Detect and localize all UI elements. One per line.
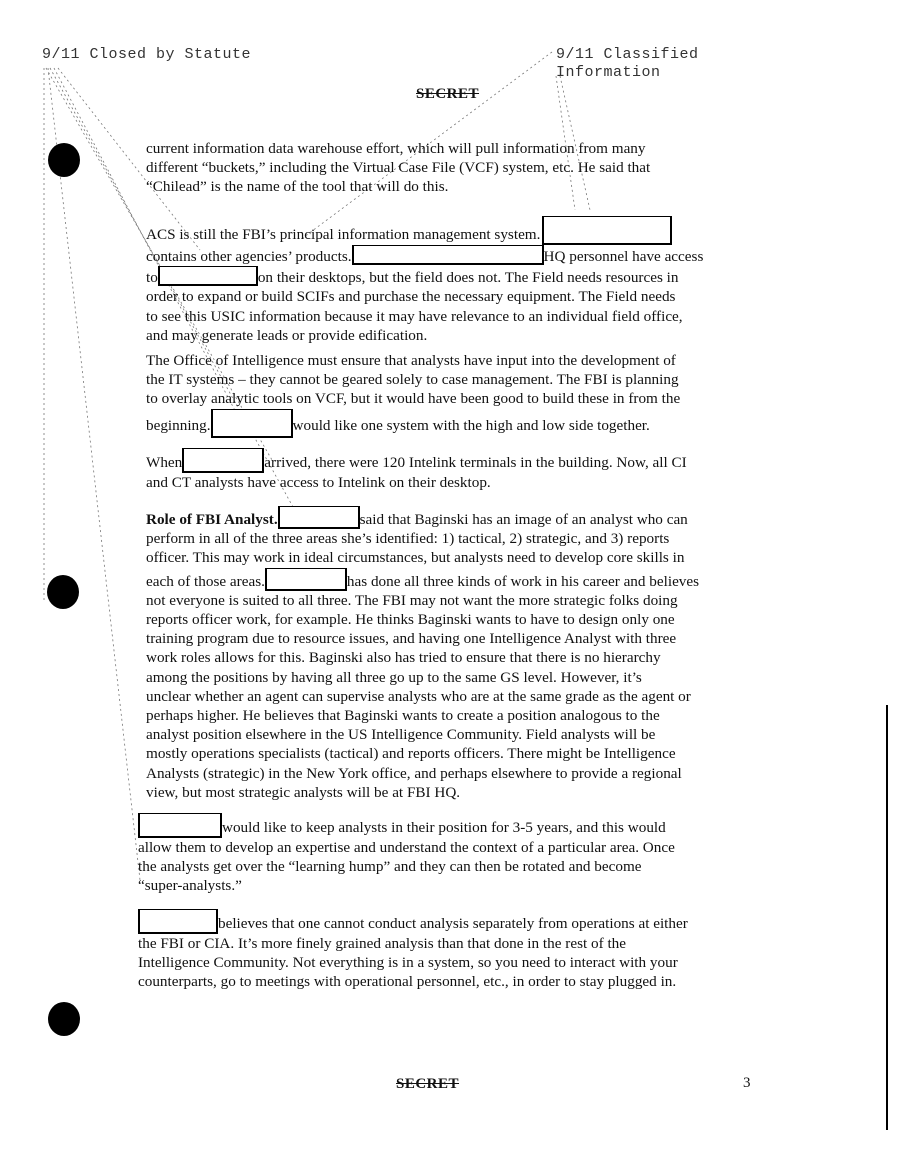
text-line xyxy=(146,409,758,438)
text-line: “super-analysts.” xyxy=(138,877,242,895)
text-run: contains other agencies’ products. xyxy=(146,248,352,265)
text-run: on their desktops, but the field does not. The Field needs resources in xyxy=(257,269,679,287)
text-line: the FBI or CIA. It’s more finely grained analysis than that done in the rest of the xyxy=(138,935,626,952)
paragraph-analysis-operations xyxy=(138,909,750,992)
text-line: perhaps higher. He believes that Baginski wants to create a position analogous to the xyxy=(146,707,660,725)
text-run: HQ personnel have access xyxy=(543,248,704,265)
text-line: the IT systems – they cannot be geared solely to case management. The FBI is planning xyxy=(146,371,679,389)
text-line: not everyone is suited to all three. The FBI may not want the more strategic folks doing xyxy=(146,591,678,609)
text-run: each of those areas. xyxy=(146,572,265,590)
text-line: and may generate leads or provide edification. xyxy=(146,326,428,344)
text-run: said that Baginski has an image of an analyst who can xyxy=(359,511,688,528)
text-line: unclear whether an agent can supervise analysts who are at the same grade as the agent or xyxy=(146,687,691,705)
right-margin-line xyxy=(886,705,888,1130)
text-line: reports officer work, for example. He thinks Baginski wants to have to design only one xyxy=(146,611,675,629)
text-run: has done all three kinds of work in his career and believes xyxy=(346,572,700,590)
paragraph-role-of-analyst xyxy=(146,506,758,802)
text-run: arrived, there were 120 Intelink terminals in the building. Now, all CI xyxy=(264,454,687,471)
text-line xyxy=(138,813,750,838)
text-line: to see this USIC information because it may have relevance to an individual field office, xyxy=(146,307,683,325)
text-line: to overlay analytic tools on VCF, but it would have been good to build these in from the xyxy=(146,390,681,408)
text-line: current information data warehouse effort, which will pull information from many xyxy=(146,140,646,157)
text-line: analyst position elsewhere in the US Intelligence Community. Field analysts will be xyxy=(146,726,656,744)
punch-hole-bottom xyxy=(48,1002,80,1036)
text-line: order to expand or build SCIFs and purchase the necessary equipment. The Field needs xyxy=(146,288,676,306)
text-line xyxy=(146,216,758,245)
text-line xyxy=(138,909,750,934)
redaction-box xyxy=(158,266,258,286)
text-run: beginning. xyxy=(146,416,211,434)
text-line: work roles allows for this. Baginski also has tried to ensure that there is no hierarchy xyxy=(146,649,661,667)
text-line: perform in all of the three areas she’s identified: 1) tactical, 2) strategic, and 3) reports xyxy=(146,530,670,548)
classified-stamp-line2: Information xyxy=(556,64,661,81)
text-line: view, but most strategic analysts will be at FBI HQ. xyxy=(146,783,461,801)
text-line: officer. This may work in ideal circumstances, but analysts need to develop core skills in xyxy=(146,549,685,567)
text-run: to xyxy=(146,269,158,287)
classified-information-stamp xyxy=(556,46,699,82)
redaction-box xyxy=(182,448,264,473)
section-heading: Role of FBI Analyst. xyxy=(146,511,278,528)
paragraph-keep-analysts xyxy=(138,813,750,896)
classification-marking-bottom: SECRET xyxy=(396,1076,460,1092)
text-run: would like to keep analysts in their position for 3-5 years, and this would xyxy=(222,819,666,836)
classified-stamp-line1: 9/11 Classified xyxy=(556,46,699,63)
classification-marking-top: SECRET xyxy=(416,86,480,102)
text-line xyxy=(146,448,758,473)
punch-hole-top xyxy=(48,143,80,177)
text-run: would like one system with the high and low side together. xyxy=(292,416,650,434)
redaction-box xyxy=(352,245,544,265)
page-number: 3 xyxy=(743,1075,751,1091)
text-run: believes that one cannot conduct analysis separately from operations at either xyxy=(218,915,688,932)
closed-by-statute-stamp: 9/11 Closed by Statute xyxy=(42,46,252,63)
text-line: and CT analysts have access to Intelink on their desktop. xyxy=(146,474,491,491)
text-line: Analysts (strategic) in the New York office, and perhaps elsewhere to provide a regional xyxy=(146,764,682,782)
punch-hole-middle xyxy=(47,575,79,609)
text-line xyxy=(146,506,758,529)
redaction-box xyxy=(265,568,347,591)
paragraph-office-of-intelligence xyxy=(146,351,758,438)
text-line xyxy=(146,568,758,591)
paragraph-intelink xyxy=(146,448,758,492)
text-run: When xyxy=(146,454,183,471)
text-line: the analysts get over the “learning hump” and they can then be rotated and become xyxy=(138,858,642,876)
text-line xyxy=(146,245,758,266)
redaction-box xyxy=(138,909,218,934)
text-line: Intelligence Community. Not everything is in a system, so you need to interact with your xyxy=(138,954,678,972)
text-line: different “buckets,” including the Virtual Case File (VCF) system, etc. He said that xyxy=(146,159,651,177)
text-line: training program due to resource issues, and having one Intelligence Analyst with three xyxy=(146,630,677,648)
redaction-box xyxy=(138,813,222,838)
text-run: ACS is still the FBI’s principal information management system. xyxy=(146,226,541,243)
redaction-box xyxy=(542,216,672,245)
text-line: counterparts, go to meetings with operational personnel, etc., in order to stay plugged in. xyxy=(138,973,677,991)
paragraph-acs xyxy=(146,216,758,345)
text-line xyxy=(146,266,758,287)
paragraph-data-warehouse xyxy=(146,139,758,197)
text-line: The Office of Intelligence must ensure that analysts have input into the development of xyxy=(146,352,676,369)
redaction-box xyxy=(211,409,293,438)
redaction-box xyxy=(278,506,360,529)
text-line: mostly operations specialists (tactical) and reports officers. There might be Intelligence xyxy=(146,745,676,763)
text-line: among the positions by having all three go up to the same GS level. However, it’s xyxy=(146,668,642,686)
text-line: “Chilead” is the name of the tool that will do this. xyxy=(146,178,449,196)
text-line: allow them to develop an expertise and understand the context of a particular area. Once xyxy=(138,839,675,856)
